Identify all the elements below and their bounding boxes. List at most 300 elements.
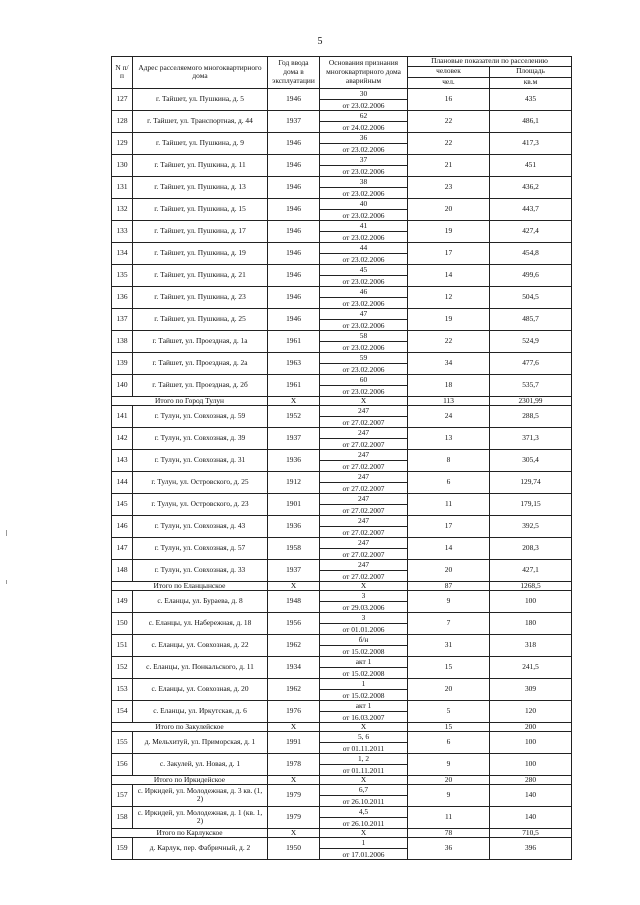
row-basis bbox=[320, 678, 408, 700]
basis-number: 247 bbox=[320, 428, 407, 439]
row-area: 129,74 bbox=[490, 471, 572, 493]
row-area: 499,6 bbox=[490, 264, 572, 286]
row-people: 34 bbox=[408, 352, 490, 374]
row-year: 1979 bbox=[268, 806, 320, 828]
row-year: 1952 bbox=[268, 405, 320, 427]
basis-date: от 27.02.2007 bbox=[342, 439, 385, 449]
row-area: 120 bbox=[490, 700, 572, 722]
row-area: 454,8 bbox=[490, 242, 572, 264]
table-row bbox=[112, 132, 572, 154]
row-area: 305,4 bbox=[490, 449, 572, 471]
basis-number: 37 bbox=[320, 155, 407, 166]
row-number: 153 bbox=[112, 678, 133, 700]
subtotal-label: Итого по Иркидейское bbox=[112, 775, 268, 784]
row-basis bbox=[320, 132, 408, 154]
row-year: 1946 bbox=[268, 132, 320, 154]
row-area: 436,2 bbox=[490, 176, 572, 198]
subtotal-year: X bbox=[268, 722, 320, 731]
subtotal-basis: X bbox=[320, 396, 408, 405]
table-row bbox=[112, 837, 572, 859]
table-row bbox=[112, 352, 572, 374]
row-area: 100 bbox=[490, 753, 572, 775]
row-address: с. Еланцы, ул. Совхозная, д. 20 bbox=[133, 678, 268, 700]
row-area: 100 bbox=[490, 590, 572, 612]
basis-number: 3 bbox=[320, 613, 407, 624]
table-row bbox=[112, 700, 572, 722]
row-people: 20 bbox=[408, 198, 490, 220]
subtotal-people: 78 bbox=[408, 828, 490, 837]
row-address: с. Еланцы, ул. Понкальского, д. 11 bbox=[133, 656, 268, 678]
row-number: 138 bbox=[112, 330, 133, 352]
row-year: 1991 bbox=[268, 731, 320, 753]
basis-number: акт 1 bbox=[320, 701, 407, 712]
subtotal-row bbox=[112, 581, 572, 590]
row-basis bbox=[320, 374, 408, 396]
row-address: с. Еланцы, ул. Бураева, д. 8 bbox=[133, 590, 268, 612]
subtotal-year: X bbox=[268, 396, 320, 405]
table-row bbox=[112, 449, 572, 471]
row-area: 288,5 bbox=[490, 405, 572, 427]
basis-date: от 27.02.2007 bbox=[342, 505, 385, 515]
basis-date: от 24.02.2006 bbox=[342, 122, 385, 132]
table-row bbox=[112, 612, 572, 634]
row-number: 142 bbox=[112, 427, 133, 449]
basis-number: 44 bbox=[320, 243, 407, 254]
row-year: 1979 bbox=[268, 784, 320, 806]
table-row bbox=[112, 374, 572, 396]
row-area: 417,3 bbox=[490, 132, 572, 154]
subtotal-area: 710,5 bbox=[490, 828, 572, 837]
row-basis bbox=[320, 154, 408, 176]
row-address: г. Тайшет, ул. Пушкина, д. 21 bbox=[133, 264, 268, 286]
row-address: г. Тайшет, ул. Пушкина, д. 13 bbox=[133, 176, 268, 198]
basis-number: 62 bbox=[320, 111, 407, 122]
row-address: с. Еланцы, ул. Набережная, д. 18 bbox=[133, 612, 268, 634]
basis-date: от 01.11.2011 bbox=[342, 765, 385, 775]
subtotal-basis: X bbox=[320, 828, 408, 837]
table-row bbox=[112, 110, 572, 132]
row-number: 145 bbox=[112, 493, 133, 515]
row-basis bbox=[320, 634, 408, 656]
row-area: 485,7 bbox=[490, 308, 572, 330]
row-basis bbox=[320, 198, 408, 220]
row-year: 1937 bbox=[268, 559, 320, 581]
row-basis bbox=[320, 88, 408, 110]
row-year: 1946 bbox=[268, 88, 320, 110]
row-address: с. Еланцы, ул. Иркутская, д. 6 bbox=[133, 700, 268, 722]
row-basis bbox=[320, 330, 408, 352]
row-year: 1961 bbox=[268, 330, 320, 352]
resettlement-table bbox=[111, 56, 572, 860]
row-area: 241,5 bbox=[490, 656, 572, 678]
subtotal-people: 87 bbox=[408, 581, 490, 590]
row-address: г. Тулун, ул. Островского, д. 23 bbox=[133, 493, 268, 515]
row-year: 1962 bbox=[268, 678, 320, 700]
row-year: 1963 bbox=[268, 352, 320, 374]
table-row bbox=[112, 590, 572, 612]
row-people: 21 bbox=[408, 154, 490, 176]
row-number: 135 bbox=[112, 264, 133, 286]
row-area: 392,5 bbox=[490, 515, 572, 537]
basis-date: от 01.01.2006 bbox=[342, 624, 385, 634]
header-people-unit: чел. bbox=[408, 77, 490, 88]
basis-date: от 23.02.2006 bbox=[342, 210, 385, 220]
row-number: 136 bbox=[112, 286, 133, 308]
basis-date: от 26.10.2011 bbox=[342, 818, 385, 828]
row-area: 427,1 bbox=[490, 559, 572, 581]
row-year: 1961 bbox=[268, 374, 320, 396]
subtotal-people: 15 bbox=[408, 722, 490, 731]
subtotal-label: Итого по Город Тулун bbox=[112, 396, 268, 405]
basis-number: 247 bbox=[320, 472, 407, 483]
row-area: 180 bbox=[490, 612, 572, 634]
basis-date: от 23.02.2006 bbox=[342, 100, 385, 110]
basis-date: от 27.02.2007 bbox=[342, 527, 385, 537]
basis-number: 45 bbox=[320, 265, 407, 276]
table-row bbox=[112, 493, 572, 515]
header-year: Год ввода дома в эксплуатации bbox=[268, 57, 320, 89]
row-number: 147 bbox=[112, 537, 133, 559]
header-num: N п/п bbox=[112, 57, 133, 89]
row-area: 486,1 bbox=[490, 110, 572, 132]
basis-number: 247 bbox=[320, 450, 407, 461]
table-row bbox=[112, 537, 572, 559]
row-year: 1937 bbox=[268, 427, 320, 449]
table-row bbox=[112, 154, 572, 176]
table-row bbox=[112, 330, 572, 352]
basis-number: 1 bbox=[320, 838, 407, 849]
row-people: 22 bbox=[408, 110, 490, 132]
row-people: 36 bbox=[408, 837, 490, 859]
row-basis bbox=[320, 308, 408, 330]
row-people: 14 bbox=[408, 264, 490, 286]
row-year: 1937 bbox=[268, 110, 320, 132]
row-basis bbox=[320, 427, 408, 449]
table-row bbox=[112, 731, 572, 753]
row-address: д. Карлук, пер. Фабричный, д. 2 bbox=[133, 837, 268, 859]
row-area: 318 bbox=[490, 634, 572, 656]
row-address: г. Тайшет, ул. Проездная, д. 2б bbox=[133, 374, 268, 396]
basis-number: 247 bbox=[320, 538, 407, 549]
row-people: 5 bbox=[408, 700, 490, 722]
row-people: 15 bbox=[408, 656, 490, 678]
row-year: 1962 bbox=[268, 634, 320, 656]
row-area: 435 bbox=[490, 88, 572, 110]
row-address: г. Тайшет, ул. Пушкина, д. 19 bbox=[133, 242, 268, 264]
row-address: г. Тулун, ул. Совхозная, д. 39 bbox=[133, 427, 268, 449]
table-row bbox=[112, 427, 572, 449]
row-basis bbox=[320, 471, 408, 493]
basis-number: б/н bbox=[320, 635, 407, 646]
subtotal-area: 200 bbox=[490, 722, 572, 731]
row-basis bbox=[320, 286, 408, 308]
header-basis: Основания признания многоквартирного дома аварийным bbox=[320, 57, 408, 89]
table-header bbox=[112, 57, 572, 89]
basis-number: 4,5 bbox=[320, 807, 407, 818]
row-number: 158 bbox=[112, 806, 133, 828]
basis-date: от 23.02.2006 bbox=[342, 188, 385, 198]
row-address: с. Закулей, ул. Новая, д. 1 bbox=[133, 753, 268, 775]
row-number: 134 bbox=[112, 242, 133, 264]
row-basis bbox=[320, 806, 408, 828]
basis-number: 36 bbox=[320, 133, 407, 144]
table-row bbox=[112, 198, 572, 220]
row-basis bbox=[320, 700, 408, 722]
row-area: 309 bbox=[490, 678, 572, 700]
row-number: 139 bbox=[112, 352, 133, 374]
basis-number: 59 bbox=[320, 353, 407, 364]
table-row bbox=[112, 656, 572, 678]
table-row bbox=[112, 88, 572, 110]
row-number: 159 bbox=[112, 837, 133, 859]
row-basis bbox=[320, 449, 408, 471]
basis-number: акт 1 bbox=[320, 657, 407, 668]
table-row bbox=[112, 264, 572, 286]
basis-date: от 16.03.2007 bbox=[342, 712, 385, 722]
row-address: г. Тайшет, ул. Пушкина, д. 11 bbox=[133, 154, 268, 176]
subtotal-year: X bbox=[268, 828, 320, 837]
row-people: 20 bbox=[408, 678, 490, 700]
basis-date: от 27.02.2007 bbox=[342, 461, 385, 471]
table-row bbox=[112, 405, 572, 427]
basis-date: от 23.02.2006 bbox=[342, 276, 385, 286]
basis-date: от 15.02.2008 bbox=[342, 646, 385, 656]
subtotal-area: 2301,99 bbox=[490, 396, 572, 405]
table-row bbox=[112, 753, 572, 775]
row-area: 140 bbox=[490, 784, 572, 806]
basis-number: 47 bbox=[320, 309, 407, 320]
row-area: 535,7 bbox=[490, 374, 572, 396]
row-people: 22 bbox=[408, 132, 490, 154]
row-people: 19 bbox=[408, 220, 490, 242]
row-number: 130 bbox=[112, 154, 133, 176]
basis-number: 3 bbox=[320, 591, 407, 602]
table-row bbox=[112, 559, 572, 581]
basis-date: от 27.02.2007 bbox=[342, 417, 385, 427]
row-address: г. Тулун, ул. Совхозная, д. 33 bbox=[133, 559, 268, 581]
row-area: 371,3 bbox=[490, 427, 572, 449]
row-address: г. Тайшет, ул. Пушкина, д. 5 bbox=[133, 88, 268, 110]
row-address: д. Мельхитуй, ул. Приморская, д. 1 bbox=[133, 731, 268, 753]
subtotal-people: 113 bbox=[408, 396, 490, 405]
row-basis bbox=[320, 753, 408, 775]
row-basis bbox=[320, 220, 408, 242]
row-year: 1946 bbox=[268, 286, 320, 308]
table-row bbox=[112, 242, 572, 264]
row-number: 127 bbox=[112, 88, 133, 110]
row-area: 100 bbox=[490, 731, 572, 753]
row-address: г. Тайшет, ул. Пушкина, д. 23 bbox=[133, 286, 268, 308]
header-planned: Плановые показатели по расселению bbox=[408, 57, 572, 67]
row-people: 6 bbox=[408, 471, 490, 493]
row-people: 9 bbox=[408, 590, 490, 612]
row-area: 524,9 bbox=[490, 330, 572, 352]
row-number: 157 bbox=[112, 784, 133, 806]
basis-date: от 17.01.2006 bbox=[342, 849, 385, 859]
row-basis bbox=[320, 537, 408, 559]
basis-number: 58 bbox=[320, 331, 407, 342]
row-address: г. Тайшет, ул. Проездная, д. 1а bbox=[133, 330, 268, 352]
row-number: 148 bbox=[112, 559, 133, 581]
row-people: 17 bbox=[408, 515, 490, 537]
row-people: 13 bbox=[408, 427, 490, 449]
row-address: г. Тулун, ул. Совхозная, д. 57 bbox=[133, 537, 268, 559]
basis-date: от 23.02.2006 bbox=[342, 166, 385, 176]
basis-number: 41 bbox=[320, 221, 407, 232]
row-number: 129 bbox=[112, 132, 133, 154]
row-people: 11 bbox=[408, 806, 490, 828]
row-address: с. Еланцы, ул. Совхозная, д. 22 bbox=[133, 634, 268, 656]
subtotal-label: Итого по Закулейское bbox=[112, 722, 268, 731]
row-people: 6 bbox=[408, 731, 490, 753]
table-row bbox=[112, 308, 572, 330]
row-number: 137 bbox=[112, 308, 133, 330]
row-basis bbox=[320, 559, 408, 581]
row-basis bbox=[320, 731, 408, 753]
basis-date: от 15.02.2008 bbox=[342, 690, 385, 700]
row-number: 155 bbox=[112, 731, 133, 753]
row-year: 1936 bbox=[268, 515, 320, 537]
row-number: 154 bbox=[112, 700, 133, 722]
table-row bbox=[112, 678, 572, 700]
basis-date: от 23.02.2006 bbox=[342, 342, 385, 352]
subtotal-area: 280 bbox=[490, 775, 572, 784]
row-basis bbox=[320, 176, 408, 198]
row-area: 208,3 bbox=[490, 537, 572, 559]
row-address: с. Иркидей, ул. Молодежная, д. 3 кв. (1, 2) bbox=[133, 784, 268, 806]
basis-date: от 23.02.2006 bbox=[342, 386, 385, 396]
row-number: 141 bbox=[112, 405, 133, 427]
basis-number: 1, 2 bbox=[320, 754, 407, 765]
basis-date: от 23.02.2006 bbox=[342, 298, 385, 308]
subtotal-row bbox=[112, 396, 572, 405]
row-area: 443,7 bbox=[490, 198, 572, 220]
row-area: 396 bbox=[490, 837, 572, 859]
row-people: 18 bbox=[408, 374, 490, 396]
row-basis bbox=[320, 590, 408, 612]
table-row bbox=[112, 176, 572, 198]
basis-date: от 29.03.2006 bbox=[342, 602, 385, 612]
row-people: 9 bbox=[408, 753, 490, 775]
basis-date: от 23.02.2006 bbox=[342, 320, 385, 330]
header-area: Площадь bbox=[490, 66, 572, 77]
row-address: с. Иркидей, ул. Молодежная, д. 1 (кв. 1, 2) bbox=[133, 806, 268, 828]
row-address: г. Тулун, ул. Совхозная, д. 43 bbox=[133, 515, 268, 537]
row-people: 19 bbox=[408, 308, 490, 330]
row-number: 140 bbox=[112, 374, 133, 396]
row-area: 140 bbox=[490, 806, 572, 828]
row-basis bbox=[320, 612, 408, 634]
basis-date: от 01.11.2011 bbox=[342, 743, 385, 753]
basis-date: от 27.02.2007 bbox=[342, 483, 385, 493]
row-year: 1946 bbox=[268, 242, 320, 264]
row-people: 12 bbox=[408, 286, 490, 308]
subtotal-label: Итого по Карлукское bbox=[112, 828, 268, 837]
row-address: г. Тайшет, ул. Транспортная, д. 44 bbox=[133, 110, 268, 132]
table-row bbox=[112, 286, 572, 308]
row-address: г. Тайшет, ул. Пушкина, д. 25 bbox=[133, 308, 268, 330]
row-people: 31 bbox=[408, 634, 490, 656]
row-people: 23 bbox=[408, 176, 490, 198]
header-people: человек bbox=[408, 66, 490, 77]
row-number: 131 bbox=[112, 176, 133, 198]
row-number: 144 bbox=[112, 471, 133, 493]
row-year: 1950 bbox=[268, 837, 320, 859]
subtotal-label: Итого по Еланцынское bbox=[112, 581, 268, 590]
basis-number: 247 bbox=[320, 406, 407, 417]
basis-date: от 23.02.2006 bbox=[342, 232, 385, 242]
table-body bbox=[112, 88, 572, 859]
table-row bbox=[112, 784, 572, 806]
row-year: 1958 bbox=[268, 537, 320, 559]
row-address: г. Тайшет, ул. Пушкина, д. 17 bbox=[133, 220, 268, 242]
row-basis bbox=[320, 493, 408, 515]
row-basis bbox=[320, 352, 408, 374]
row-basis bbox=[320, 110, 408, 132]
row-year: 1912 bbox=[268, 471, 320, 493]
row-year: 1934 bbox=[268, 656, 320, 678]
row-area: 179,15 bbox=[490, 493, 572, 515]
row-year: 1936 bbox=[268, 449, 320, 471]
row-people: 24 bbox=[408, 405, 490, 427]
row-basis bbox=[320, 515, 408, 537]
basis-number: 46 bbox=[320, 287, 407, 298]
row-year: 1946 bbox=[268, 264, 320, 286]
table-row bbox=[112, 471, 572, 493]
page-number: 5 bbox=[317, 36, 323, 47]
row-year: 1976 bbox=[268, 700, 320, 722]
row-address: г. Тулун, ул. Совхозная, д. 59 bbox=[133, 405, 268, 427]
subtotal-row bbox=[112, 828, 572, 837]
row-area: 477,6 bbox=[490, 352, 572, 374]
row-people: 14 bbox=[408, 537, 490, 559]
subtotal-area: 1268,5 bbox=[490, 581, 572, 590]
basis-number: 1 bbox=[320, 679, 407, 690]
row-address: г. Тайшет, ул. Пушкина, д. 9 bbox=[133, 132, 268, 154]
row-people: 22 bbox=[408, 330, 490, 352]
row-people: 20 bbox=[408, 559, 490, 581]
row-people: 17 bbox=[408, 242, 490, 264]
row-year: 1946 bbox=[268, 220, 320, 242]
subtotal-people: 20 bbox=[408, 775, 490, 784]
subtotal-basis: X bbox=[320, 581, 408, 590]
basis-number: 247 bbox=[320, 494, 407, 505]
table-row bbox=[112, 220, 572, 242]
row-area: 427,4 bbox=[490, 220, 572, 242]
subtotal-basis: X bbox=[320, 775, 408, 784]
row-people: 7 bbox=[408, 612, 490, 634]
subtotal-row bbox=[112, 775, 572, 784]
basis-number: 5, 6 bbox=[320, 732, 407, 743]
row-people: 8 bbox=[408, 449, 490, 471]
basis-date: от 23.02.2006 bbox=[342, 364, 385, 374]
row-basis bbox=[320, 405, 408, 427]
basis-date: от 27.02.2007 bbox=[342, 571, 385, 581]
row-people: 11 bbox=[408, 493, 490, 515]
row-address: г. Тулун, ул. Островского, д. 25 bbox=[133, 471, 268, 493]
basis-number: 247 bbox=[320, 516, 407, 527]
basis-number: 38 bbox=[320, 177, 407, 188]
scan-mark bbox=[6, 530, 7, 536]
row-year: 1978 bbox=[268, 753, 320, 775]
row-number: 151 bbox=[112, 634, 133, 656]
basis-date: от 15.02.2008 bbox=[342, 668, 385, 678]
row-number: 133 bbox=[112, 220, 133, 242]
row-number: 146 bbox=[112, 515, 133, 537]
basis-number: 40 bbox=[320, 199, 407, 210]
basis-number: 247 bbox=[320, 560, 407, 571]
row-basis bbox=[320, 784, 408, 806]
